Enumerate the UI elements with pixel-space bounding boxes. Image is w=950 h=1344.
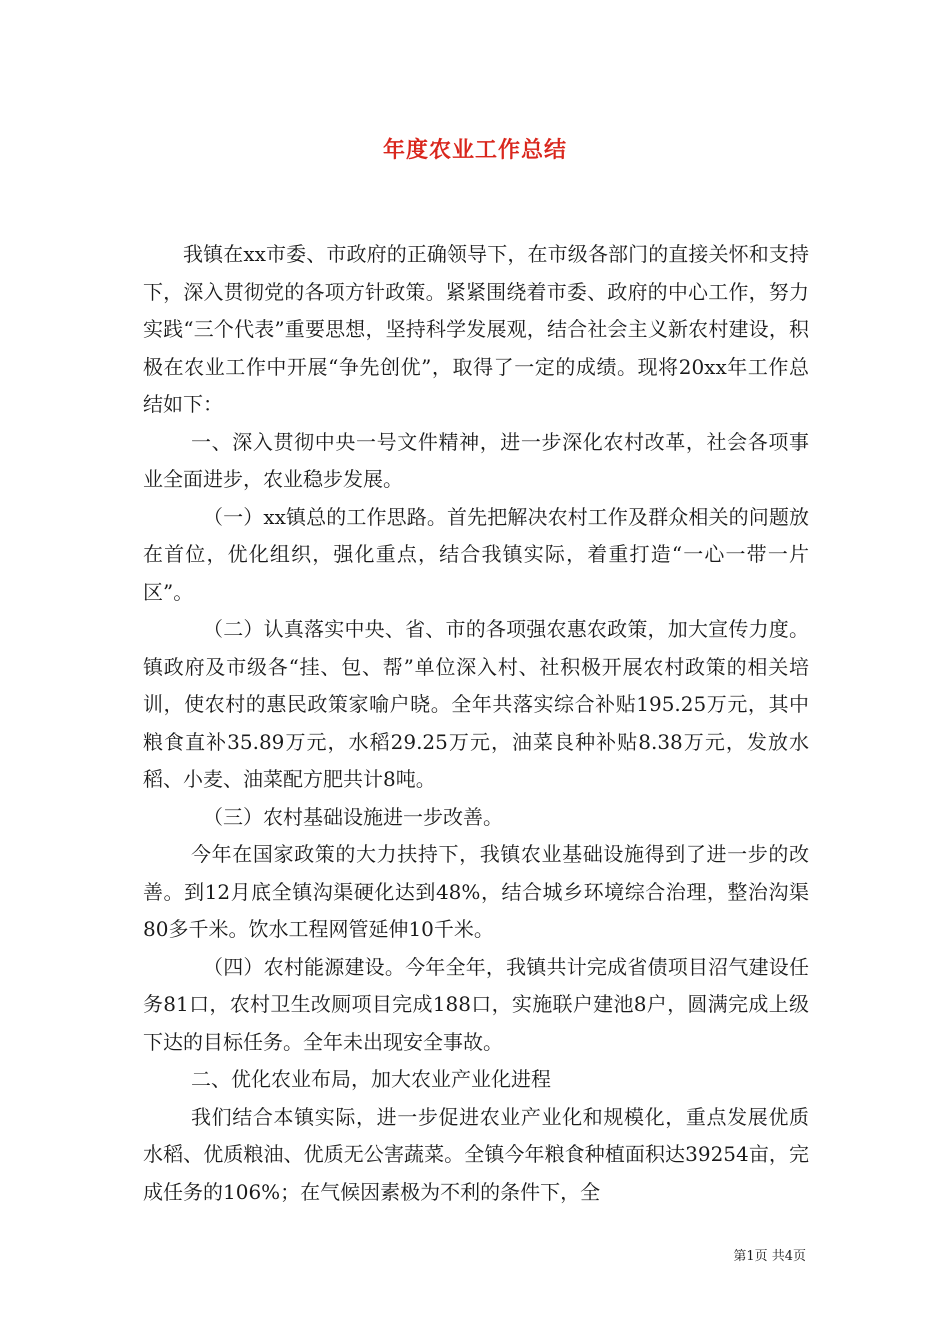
paragraph-subsection-3: （三）农村基础设施进一步改善。: [203, 804, 503, 829]
paragraph-section-1-heading: 一、深入贯彻中央一号文件精神，进一步深化农村改革，社会各项事业全面进步，农业稳步发展。: [143, 429, 809, 491]
document-body: [143, 236, 809, 1211]
page-number-footer: 第1页 共4页: [733, 1249, 806, 1264]
paragraph-section-2-heading: 二、优化农业布局，加大农业产业化进程: [191, 1067, 551, 1091]
paragraph-subsection-2: （二）认真落实中央、省、市的各项强农惠农政策，加大宣传力度。镇政府及市级各“挂、包、帮”单位深入村、社积极开展农村政策的相关培训，使农村的惠民政策家喻户晓。全年共落实综合补贴195.25万元，其中粮食直补35.89万元，水稻29.25万元，油菜良种补贴8.38万元，发放水稻、小麦、油菜配方肥共计8吨。: [143, 617, 809, 791]
document-title: 年度农业工作总结: [382, 138, 567, 163]
paragraph-subsection-1: （一）xx镇总的工作思路。首先把解决农村工作及群众相关的问题放在首位，优化组织，强化重点，结合我镇实际，着重打造“一心一带一片区”。: [143, 504, 809, 604]
paragraph-subsection-4: （四）农村能源建设。今年全年，我镇共计完成省债项目沼气建设任务81口，农村卫生改厕项目完成188口，实施联户建池8户，圆满完成上级下达的目标任务。全年未出现安全事故。: [143, 954, 809, 1054]
paragraph-intro: 我镇在xx市委、市政府的正确领导下，在市级各部门的直接关怀和支持下，深入贯彻党的各项方针政策。紧紧围绕着市委、政府的中心工作，努力实践“三个代表”重要思想，坚持科学发展观，结合社会主义新农村建设，积极在农业工作中开展“争先创优”，取得了一定的成绩。现将20xx年工作总结如下：: [143, 242, 809, 416]
paragraph-section-2-body: 我们结合本镇实际，进一步促进农业产业化和规模化，重点发展优质水稻、优质粮油、优质无公害蔬菜。全镇今年粮食种植面积达39254亩，完成任务的106%；在气候因素极为不利的条件下，全: [143, 1104, 809, 1204]
paragraph-infrastructure: 今年在国家政策的大力扶持下，我镇农业基础设施得到了进一步的改善。到12月底全镇沟渠硬化达到48%，结合城乡环境综合治理，整治沟渠80多千米。饮水工程网管延伸10千米。: [143, 842, 809, 941]
